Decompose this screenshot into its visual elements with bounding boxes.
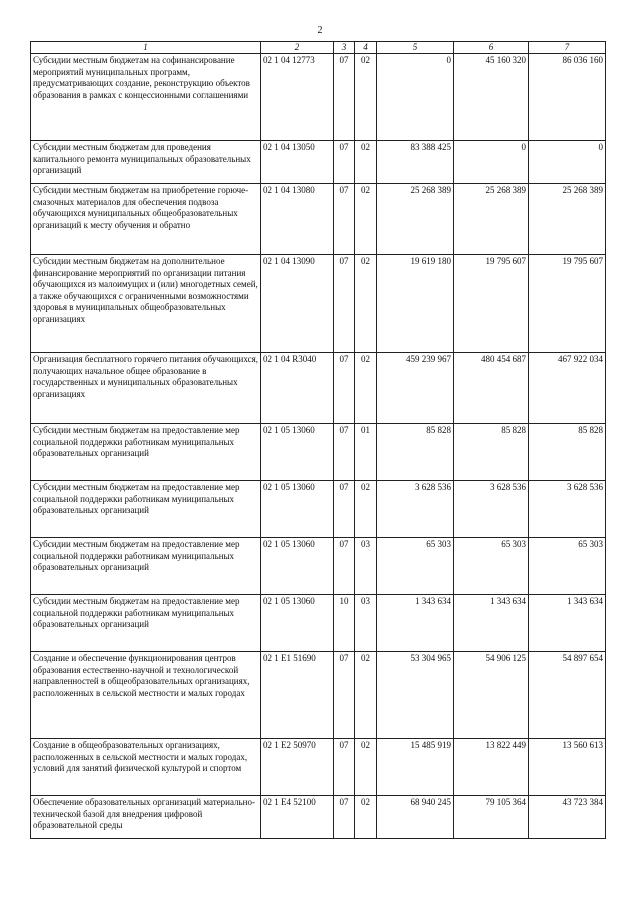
row-value-5: 53 304 965: [377, 652, 454, 739]
header-row: [31, 42, 606, 54]
row-value-6: 13 822 449: [454, 739, 529, 796]
row-section: 07: [334, 255, 355, 353]
table-row: [31, 184, 606, 255]
row-value-7: 65 303: [529, 538, 606, 595]
row-name: Создание в общеобразовательных организациях, расположенных в сельской местности и малых городах, условий для занятий физической культурой и спортом: [31, 739, 261, 796]
row-value-6: 79 105 364: [454, 796, 529, 839]
row-value-5: 83 388 425: [377, 141, 454, 184]
row-subsection: 02: [355, 255, 377, 353]
column-header-6: 6: [454, 42, 529, 54]
row-subsection: 01: [355, 424, 377, 481]
row-subsection: 02: [355, 796, 377, 839]
row-value-5: 68 940 245: [377, 796, 454, 839]
row-section: 07: [334, 652, 355, 739]
table-row: [31, 595, 606, 652]
row-code: 02 1 05 13060: [261, 481, 334, 538]
row-value-7: 13 560 613: [529, 739, 606, 796]
row-code: 02 1 04 13090: [261, 255, 334, 353]
row-section: 10: [334, 595, 355, 652]
column-header-2: 2: [261, 42, 334, 54]
row-value-7: 19 795 607: [529, 255, 606, 353]
table-row: [31, 538, 606, 595]
row-value-6: 480 454 687: [454, 353, 529, 424]
row-subsection: 02: [355, 652, 377, 739]
row-name: Субсидии местным бюджетам на предоставление мер социальной поддержки работникам муниципальных образовательных организаций: [31, 595, 261, 652]
row-value-6: 0: [454, 141, 529, 184]
row-subsection: 03: [355, 595, 377, 652]
row-value-6: 1 343 634: [454, 595, 529, 652]
row-name: Создание и обеспечение функционирования центров образования естественно-научной и технологической направленностей в общеобразовательных организациях, расположенных в сельской местности и малых городах: [31, 652, 261, 739]
table-row: [31, 652, 606, 739]
row-code: 02 1 04 13050: [261, 141, 334, 184]
row-code: 02 1 05 13060: [261, 595, 334, 652]
table-row: [31, 353, 606, 424]
row-section: 07: [334, 538, 355, 595]
row-value-6: 85 828: [454, 424, 529, 481]
row-value-6: 54 906 125: [454, 652, 529, 739]
row-value-7: 54 897 654: [529, 652, 606, 739]
row-section: 07: [334, 353, 355, 424]
row-subsection: 02: [355, 481, 377, 538]
row-value-6: 65 303: [454, 538, 529, 595]
table-row: [31, 796, 606, 839]
column-header-5: 5: [377, 42, 454, 54]
row-name: Обеспечение образовательных организаций материально-технической базой для внедрения цифровой образовательной среды: [31, 796, 261, 839]
table-row: [31, 481, 606, 538]
row-value-5: 1 343 634: [377, 595, 454, 652]
row-section: 07: [334, 54, 355, 141]
row-name: Субсидии местным бюджетам для проведения капитального ремонта муниципальных образовательных организаций: [31, 141, 261, 184]
table-row: [31, 141, 606, 184]
row-section: 07: [334, 796, 355, 839]
row-value-6: 25 268 389: [454, 184, 529, 255]
row-value-7: 25 268 389: [529, 184, 606, 255]
row-subsection: 02: [355, 739, 377, 796]
table-row: [31, 54, 606, 141]
row-section: 07: [334, 141, 355, 184]
row-code: 02 1 04 R3040: [261, 353, 334, 424]
row-code: 02 1 05 13060: [261, 538, 334, 595]
row-code: 02 1 E2 50970: [261, 739, 334, 796]
row-section: 07: [334, 424, 355, 481]
row-value-5: 25 268 389: [377, 184, 454, 255]
row-code: 02 1 E1 51690: [261, 652, 334, 739]
row-name: Субсидии местным бюджетам на приобретение горюче-смазочных материалов для обеспечения подвоза обучающихся муниципальных общеобразовательных организаций к месту обучения и обратно: [31, 184, 261, 255]
row-value-7: 43 723 384: [529, 796, 606, 839]
row-name: Субсидии местным бюджетам на предоставление мер социальной поддержки работникам муниципальных образовательных организаций: [31, 538, 261, 595]
row-value-7: 0: [529, 141, 606, 184]
row-value-5: 19 619 180: [377, 255, 454, 353]
row-value-5: 3 628 536: [377, 481, 454, 538]
budget-table: [30, 41, 606, 839]
row-subsection: 02: [355, 141, 377, 184]
column-header-4: 4: [355, 42, 377, 54]
table-row: [31, 255, 606, 353]
row-code: 02 1 05 13060: [261, 424, 334, 481]
row-subsection: 02: [355, 353, 377, 424]
row-value-5: 15 485 919: [377, 739, 454, 796]
column-header-1: 1: [31, 42, 261, 54]
row-section: 07: [334, 184, 355, 255]
row-value-7: 1 343 634: [529, 595, 606, 652]
row-code: 02 1 04 12773: [261, 54, 334, 141]
row-value-5: 0: [377, 54, 454, 141]
row-section: 07: [334, 739, 355, 796]
row-name: Субсидии местным бюджетам на предоставление мер социальной поддержки работникам муниципальных образовательных организаций: [31, 424, 261, 481]
row-value-5: 85 828: [377, 424, 454, 481]
column-header-3: 3: [334, 42, 355, 54]
row-name: Субсидии местным бюджетам на софинансирование мероприятий муниципальных программ, предусматривающих создание, реконструкцию объектов образования в рамках с концессионными соглашениями: [31, 54, 261, 141]
column-header-7: 7: [529, 42, 606, 54]
row-value-6: 45 160 320: [454, 54, 529, 141]
page-number: 2: [317, 25, 323, 36]
row-subsection: 03: [355, 538, 377, 595]
row-name: Субсидии местным бюджетам на предоставление мер социальной поддержки работникам муниципальных образовательных организаций: [31, 481, 261, 538]
row-value-7: 467 922 034: [529, 353, 606, 424]
row-value-7: 85 828: [529, 424, 606, 481]
row-value-5: 459 239 967: [377, 353, 454, 424]
row-subsection: 02: [355, 54, 377, 141]
row-value-5: 65 303: [377, 538, 454, 595]
row-code: 02 1 E4 52100: [261, 796, 334, 839]
row-value-6: 3 628 536: [454, 481, 529, 538]
row-name: Субсидии местным бюджетам на дополнительное финансирование мероприятий по организации питания обучающихся из малоимущих и (или) многодетных семей, а также обучающихся с ограниченными возможностями здоровья в муниципальных общеобразовательных организациях: [31, 255, 261, 353]
row-section: 07: [334, 481, 355, 538]
row-subsection: 02: [355, 184, 377, 255]
table-row: [31, 424, 606, 481]
row-value-6: 19 795 607: [454, 255, 529, 353]
row-value-7: 3 628 536: [529, 481, 606, 538]
row-value-7: 86 036 160: [529, 54, 606, 141]
row-name: Организация бесплатного горячего питания обучающихся, получающих начальное общее образование в государственных и муниципальных образовательных организациях: [31, 353, 261, 424]
row-code: 02 1 04 13080: [261, 184, 334, 255]
table-row: [31, 739, 606, 796]
